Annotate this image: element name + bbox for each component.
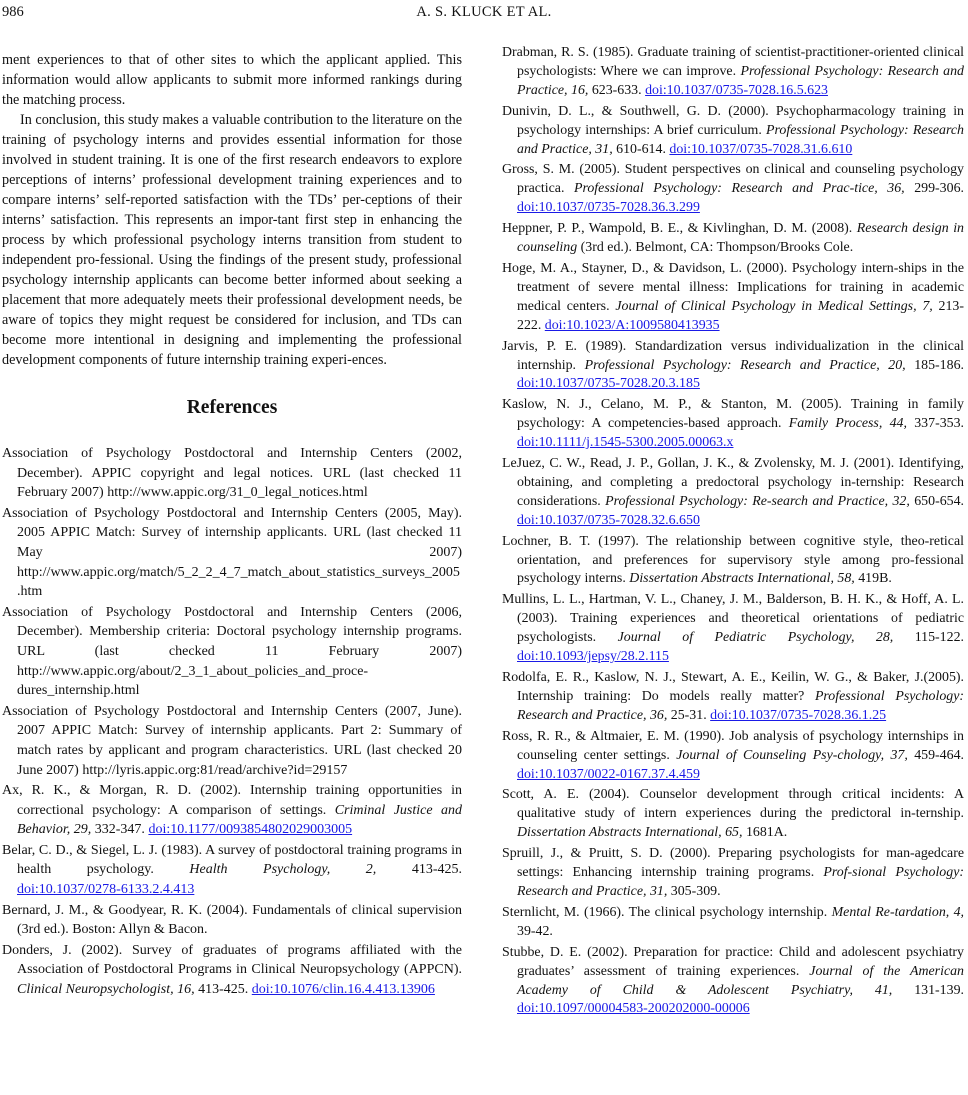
reference-entry	[2, 901, 462, 940]
reference-pages: 419B.	[854, 571, 892, 587]
reference-entry	[2, 504, 462, 602]
reference-journal: Journal of Pediatric Psychology, 28,	[617, 630, 894, 646]
reference-pages: 337-353.	[906, 416, 965, 432]
reference-pages: 413-425.	[194, 982, 252, 998]
reference-entry	[502, 44, 964, 101]
reference-entry	[502, 338, 964, 395]
reference-journal: Dissertation Abstracts International, 65,	[517, 825, 743, 841]
reference-pages: 185-186.	[905, 357, 964, 373]
reference-entry	[2, 603, 462, 701]
reference-pages: 305-309.	[667, 883, 721, 899]
doi-link[interactable]: doi:10.1097/00004583-200202000-00006	[517, 1001, 750, 1017]
reference-journal: Family Process, 44,	[788, 416, 907, 432]
reference-journal: Professional Psychology: Re-search and Practice, 32,	[605, 493, 910, 509]
reference-authors-title: Mullins, L. L., Hartman, V. L., Chaney, J. M., Balderson, B. H. K., & Hoff, A. L. (2003). Training experiences and theoretical orientations of pediatric psychologists.	[502, 592, 964, 646]
reference-entry	[502, 944, 964, 1020]
doi-link[interactable]: doi:10.1037/0735-7028.31.6.610	[669, 141, 853, 157]
reference-text: Association of Psychology Postdoctoral and Internship Centers (2002, December). APPIC copyright and legal notices. URL (last checked 11 February 2007) http://www.appic.org/31_0_legal_notices.html	[2, 446, 462, 501]
reference-entry	[2, 702, 462, 780]
doi-link[interactable]: doi:10.1037/0735-7028.20.3.185	[517, 376, 700, 392]
page-number: 986	[2, 4, 24, 20]
reference-journal: Research design in counseling	[517, 221, 964, 256]
reference-journal: Journal of Counseling Psy-chology, 37,	[676, 747, 908, 763]
reference-entry	[502, 396, 964, 453]
reference-list-left	[2, 444, 462, 1000]
reference-journal: Journal of the American Academy of Child & Adolescent Psychiatry, 41,	[517, 963, 964, 998]
reference-entry	[2, 781, 462, 840]
reference-authors-title: LeJuez, C. W., Read, J. P., Gollan, J. K., & Zvolensky, M. J. (2001). Identifying, obtaining, and completing a predoctoral psychology in-ternship: Research considerations.	[502, 456, 964, 509]
reference-journal: Dissertation Abstracts International, 58,	[629, 571, 855, 587]
running-head: A. S. KLUCK ET AL.	[416, 4, 552, 20]
reference-pages: 131-139.	[892, 982, 964, 998]
doi-link[interactable]: doi:10.1037/0735-7028.32.6.650	[517, 512, 700, 528]
doi-link[interactable]: doi:10.1037/0735-7028.36.1.25	[710, 707, 887, 723]
reference-pages: 459-464.	[907, 747, 964, 763]
reference-authors-title: Rodolfa, E. R., Kaslow, N. J., Stewart, A. E., Keilin, W. G., & Baker, J.(2005). Internship training: Do models really matter?	[502, 670, 964, 704]
reference-text: Bernard, J. M., & Goodyear, R. K. (2004). Fundamentals of clinical supervision (3rd ed.). Boston: Allyn & Bacon.	[2, 902, 462, 938]
reference-pages: 1681A.	[742, 825, 788, 841]
reference-journal: Clinical Neuropsychologist, 16,	[17, 982, 195, 998]
reference-entry	[502, 591, 964, 667]
reference-entry	[502, 161, 964, 218]
reference-entry	[2, 841, 462, 900]
reference-authors-title: Drabman, R. S. (1985). Graduate training of scientist-practitioner-oriented clinical psychologists: Where we can improve.	[502, 45, 964, 79]
reference-text: Association of Psychology Postdoctoral and Internship Centers (2007, June). 2007 APPIC Match: Survey of internship applicants. Part 2: Summary of match rates by applicant and program characteristics. URL (last checked 20 June 2007) http://lyris.appic.org:81/read/archive?id=29157	[2, 703, 462, 778]
reference-pages: (3rd ed.). Belmont, CA: Thompson/Brooks Cole.	[577, 240, 854, 256]
reference-pages: 39-42.	[517, 923, 553, 939]
doi-link[interactable]: doi:10.1111/j.1545-5300.2005.00063.x	[517, 435, 734, 451]
doi-link[interactable]: doi:10.1037/0278-6133.2.4.413	[17, 882, 195, 898]
reference-pages: 115-122.	[893, 630, 964, 646]
reference-journal: Health Psychology, 2,	[189, 862, 377, 878]
reference-pages: 213-222.	[517, 298, 965, 333]
doi-link[interactable]: doi:10.1037/0022-0167.37.4.459	[517, 766, 700, 782]
reference-pages: 610-614.	[612, 141, 670, 157]
body-paragraph-1: ment experiences to that of other sites to which the applicant applied. This information would allow applicants to submit more informed rankings during the matching process.	[2, 52, 462, 108]
reference-pages: 413-425.	[376, 862, 462, 878]
doi-link[interactable]: doi:10.1023/A:1009580413935	[544, 317, 720, 333]
reference-text: Association of Psychology Postdoctoral and Internship Centers (2005, May). 2005 APPIC Match: Survey of internship applicants. URL (last checked 11 May 2007) http://www.appic.org/match/5_2_2_4_7_match_about_statistics_surveys_2005.htm	[2, 505, 462, 600]
reference-pages: 25-31.	[667, 707, 711, 723]
reference-entry	[502, 103, 964, 160]
reference-pages: 299-306.	[904, 181, 964, 197]
reference-journal: Criminal Justice and Behavior, 29,	[17, 802, 462, 838]
reference-authors-title: Spruill, J., & Pruitt, S. D. (2000). Preparing psychologists for man-agedcare settings: Enhancing internship training programs.	[502, 846, 964, 881]
reference-authors-title: Ax, R. K., & Morgan, R. D. (2002). Internship training opportunities in correctional psychology: A comparison of settings.	[2, 783, 462, 818]
reference-authors-title: Kaslow, N. J., Celano, M. P., & Stanton, M. (2005). Training in family psychology: A competencies-based approach.	[502, 397, 964, 432]
reference-authors-title: Scott, A. E. (2004). Counselor development through critical incidents: A qualitative study of intern experiences during the predictoral in-ternship.	[502, 787, 964, 822]
reference-entry	[502, 260, 964, 336]
reference-authors-title: Jarvis, P. E. (1989). Standardization versus individualization in the clinical internship.	[502, 338, 964, 373]
reference-pages: 650-654.	[909, 493, 965, 509]
reference-entry	[502, 533, 964, 590]
reference-entry	[2, 941, 462, 1000]
left-column	[2, 50, 462, 1001]
reference-journal: Mental Re-tardation, 4,	[831, 904, 965, 920]
reference-authors-title: Heppner, P. P., Wampold, B. E., & Kivlinghan, D. M. (2008).	[502, 221, 857, 237]
reference-authors-title: Sternlicht, M. (1966). The clinical psychology internship.	[502, 904, 832, 920]
doi-link[interactable]: doi:10.1076/clin.16.4.413.13906	[251, 982, 435, 998]
reference-entry	[502, 455, 964, 531]
reference-journal: Professional Psychology: Research and Practice, 16,	[517, 63, 964, 98]
right-column	[502, 44, 964, 1021]
reference-authors-title: Gross, S. M. (2005). Student perspectives on clinical and counseling psychology practica.	[502, 162, 964, 197]
references-heading: References	[186, 397, 278, 418]
reference-authors-title: Dunivin, D. L., & Southwell, G. D. (2000). Psychopharmacology training in psychology internships: A brief curriculum.	[502, 103, 964, 138]
reference-entry	[502, 220, 964, 258]
reference-entry	[502, 845, 964, 902]
reference-journal: Professional Psychology: Research and Practice, 36,	[517, 688, 964, 723]
reference-journal: Journal of Clinical Psychology in Medical Settings, 7,	[615, 298, 933, 314]
reference-text: Association of Psychology Postdoctoral and Internship Centers (2006, December). Membership criteria: Doctoral psychology internship programs. URL (last checked 11 February 2007) http://www.appic.org/about/2_3_1_about_policies_and_proce-dures_internship.html	[2, 604, 462, 699]
reference-authors-title: Lochner, B. T. (1997). The relationship between cognitive style, theo-retical orientation, and preferences for supervisory style among pro-fessional psychology interns.	[502, 533, 964, 587]
reference-authors-title: Donders, J. (2002). Survey of graduates of programs affiliated with the Association of Postdoctoral Programs in Clinical Neuropsychology (APPCN).	[2, 942, 462, 978]
reference-authors-title: Hoge, M. A., Stayner, D., & Davidson, L. (2000). Psychology intern-ships in the treatment of severe mental illness: Implications for training in academic medical centers.	[502, 260, 964, 314]
reference-pages: 623-633.	[588, 82, 646, 98]
page-header	[0, 4, 968, 24]
reference-pages: 332-347.	[91, 822, 149, 838]
body-paragraph-2: In conclusion, this study makes a valuable contribution to the literature on the training of psychology interns and provides essential information for those involved in student training. It is one of the first research endeavors to explore perceptions of interns’ professional development training experiences and to compare interns’ self-reported satisfaction with the TDs’ per-ceptions of their interns’ satisfaction. This represents an impor-tant first step in enhancing the process by which professional psychology interns transition from student to independent pro-fessional. Using the findings of the present study, professional psychology internship applicants can become better informed about seeking a placement that more adequately meets their professional development needs, be aware of topics they might request be considered for inclusion, and TDs can become more intentional in designing and implementing the professional development components of future internship training experi-ences.	[2, 112, 462, 368]
doi-link[interactable]: doi:10.1037/0735-7028.16.5.623	[645, 82, 828, 98]
reference-authors-title: Ross, R. R., & Altmaier, E. M. (1990). Job analysis of psychology internships in counseling center settings.	[502, 728, 964, 763]
reference-journal: Professional Psychology: Research and Practice, 31,	[517, 122, 964, 157]
reference-entry	[2, 444, 462, 503]
doi-link[interactable]: doi:10.1177/0093854802029003005	[148, 822, 353, 838]
reference-journal: Prof-sional Psychology: Research and Practice, 31,	[517, 865, 964, 899]
reference-journal: Professional Psychology: Research and Practice, 20,	[584, 357, 906, 373]
reference-journal: Professional Psychology: Research and Prac-tice, 36,	[573, 181, 905, 197]
doi-link[interactable]: doi:10.1037/0735-7028.36.3.299	[517, 200, 700, 216]
reference-list-right	[502, 44, 964, 1019]
reference-entry	[502, 728, 964, 785]
reference-entry	[502, 669, 964, 726]
doi-link[interactable]: doi:10.1093/jepsy/28.2.115	[517, 649, 669, 665]
reference-authors-title: Stubbe, D. E. (2002). Preparation for practice: Child and adolescent psychiatry graduates’ assessment of training experiences.	[502, 944, 964, 979]
reference-entry	[502, 786, 964, 843]
reference-authors-title: Belar, C. D., & Siegel, L. J. (1983). A survey of postdoctoral training programs in health psychology.	[2, 842, 462, 878]
reference-entry	[502, 904, 964, 942]
